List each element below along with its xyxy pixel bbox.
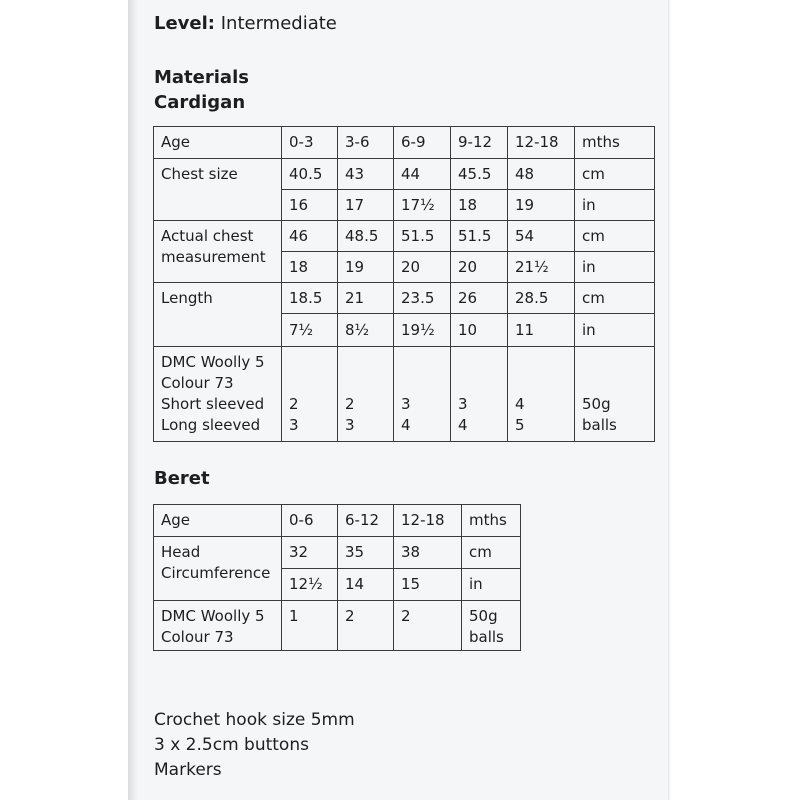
label-line: Long sleeved bbox=[161, 416, 261, 434]
yarn-cell: 2 bbox=[394, 601, 462, 651]
age-cell: 12-18 bbox=[394, 505, 462, 537]
value-cell: 43 bbox=[338, 159, 394, 190]
value-cell: 19 bbox=[508, 190, 575, 221]
long-sleeved-value: 5 bbox=[515, 416, 525, 434]
label-line: DMC Woolly 5 bbox=[161, 353, 265, 371]
unit-cell: cm bbox=[575, 159, 655, 190]
yarn-label bbox=[154, 347, 282, 442]
label-line: Actual chest bbox=[161, 227, 254, 245]
yarn-cell: 2 bbox=[338, 601, 394, 651]
unit-cell: cm bbox=[462, 537, 521, 569]
yarn-unit-line: 50g bbox=[582, 395, 611, 413]
level-label: Level: bbox=[154, 13, 215, 34]
value-cell: 48.5 bbox=[338, 221, 394, 252]
age-unit: mths bbox=[575, 127, 655, 159]
yarn-unit-cell bbox=[575, 347, 655, 442]
label-line: Short sleeved bbox=[161, 395, 265, 413]
page-edge bbox=[668, 0, 671, 800]
age-unit: mths bbox=[462, 505, 521, 537]
value-cell: 45.5 bbox=[451, 159, 508, 190]
table-row bbox=[154, 505, 521, 537]
yarn-cell bbox=[394, 347, 451, 442]
unit-cell: in bbox=[575, 314, 655, 347]
page-gutter-shadow bbox=[128, 0, 138, 800]
label-line: Head bbox=[161, 543, 201, 561]
value-cell: 16 bbox=[282, 190, 338, 221]
skill-level bbox=[154, 12, 337, 36]
value-cell: 26 bbox=[451, 283, 508, 314]
table-row bbox=[154, 127, 655, 159]
value-cell: 12½ bbox=[282, 569, 338, 601]
value-cell: 51.5 bbox=[394, 221, 451, 252]
value-cell: 51.5 bbox=[451, 221, 508, 252]
yarn-unit-line: balls bbox=[582, 416, 617, 434]
value-cell: 46 bbox=[282, 221, 338, 252]
yarn-cell bbox=[282, 347, 338, 442]
table-row bbox=[154, 347, 655, 442]
value-cell: 35 bbox=[338, 537, 394, 569]
yarn-cell bbox=[338, 347, 394, 442]
age-cell: 6-9 bbox=[394, 127, 451, 159]
supply-item: Markers bbox=[154, 760, 222, 780]
yarn-cell bbox=[451, 347, 508, 442]
value-cell: 18 bbox=[451, 190, 508, 221]
value-cell: 28.5 bbox=[508, 283, 575, 314]
length-label: Length bbox=[154, 283, 282, 347]
age-cell: 0-3 bbox=[282, 127, 338, 159]
value-cell: 20 bbox=[451, 252, 508, 283]
cardigan-heading: Cardigan bbox=[154, 92, 246, 113]
value-cell: 32 bbox=[282, 537, 338, 569]
value-cell: 10 bbox=[451, 314, 508, 347]
cardigan-size-table bbox=[153, 126, 655, 442]
long-sleeved-value: 4 bbox=[458, 416, 468, 434]
yarn-cell bbox=[508, 347, 575, 442]
short-sleeved-value: 4 bbox=[515, 395, 525, 413]
beret-heading: Beret bbox=[154, 468, 210, 489]
short-sleeved-value: 3 bbox=[458, 395, 468, 413]
head-circumference-label bbox=[154, 537, 282, 601]
age-cell: 9-12 bbox=[451, 127, 508, 159]
yarn-unit-line: balls bbox=[469, 628, 504, 646]
short-sleeved-value: 3 bbox=[401, 395, 411, 413]
age-label: Age bbox=[154, 505, 282, 537]
value-cell: 38 bbox=[394, 537, 462, 569]
label-line: measurement bbox=[161, 248, 266, 266]
beret-size-table bbox=[153, 504, 521, 651]
age-cell: 3-6 bbox=[338, 127, 394, 159]
value-cell: 19 bbox=[338, 252, 394, 283]
label-line: DMC Woolly 5 bbox=[161, 607, 265, 625]
unit-cell: in bbox=[462, 569, 521, 601]
short-sleeved-value: 2 bbox=[345, 395, 355, 413]
value-cell: 19½ bbox=[394, 314, 451, 347]
label-line: Circumference bbox=[161, 564, 271, 582]
value-cell: 17½ bbox=[394, 190, 451, 221]
materials-heading: Materials bbox=[154, 67, 249, 88]
supplies-list bbox=[154, 708, 355, 783]
chest-size-label: Chest size bbox=[154, 159, 282, 221]
value-cell: 15 bbox=[394, 569, 462, 601]
long-sleeved-value: 4 bbox=[401, 416, 411, 434]
value-cell: 14 bbox=[338, 569, 394, 601]
yarn-cell: 1 bbox=[282, 601, 338, 651]
value-cell: 48 bbox=[508, 159, 575, 190]
table-row bbox=[154, 283, 655, 314]
table-row bbox=[154, 601, 521, 651]
label-line: Colour 73 bbox=[161, 628, 234, 646]
long-sleeved-value: 3 bbox=[289, 416, 299, 434]
table-row bbox=[154, 537, 521, 569]
value-cell: 23.5 bbox=[394, 283, 451, 314]
yarn-unit-line: 50g bbox=[469, 607, 498, 625]
value-cell: 21 bbox=[338, 283, 394, 314]
yarn-label bbox=[154, 601, 282, 651]
age-cell: 6-12 bbox=[338, 505, 394, 537]
value-cell: 21½ bbox=[508, 252, 575, 283]
short-sleeved-value: 2 bbox=[289, 395, 299, 413]
table-row bbox=[154, 159, 655, 190]
unit-cell: in bbox=[575, 252, 655, 283]
value-cell: 17 bbox=[338, 190, 394, 221]
level-value: Intermediate bbox=[220, 13, 337, 34]
label-line: Colour 73 bbox=[161, 374, 234, 392]
long-sleeved-value: 3 bbox=[345, 416, 355, 434]
age-cell: 0-6 bbox=[282, 505, 338, 537]
value-cell: 18.5 bbox=[282, 283, 338, 314]
actual-chest-label bbox=[154, 221, 282, 283]
supply-item: 3 x 2.5cm buttons bbox=[154, 735, 309, 755]
unit-cell: cm bbox=[575, 221, 655, 252]
value-cell: 8½ bbox=[338, 314, 394, 347]
age-cell: 12-18 bbox=[508, 127, 575, 159]
value-cell: 44 bbox=[394, 159, 451, 190]
value-cell: 40.5 bbox=[282, 159, 338, 190]
value-cell: 7½ bbox=[282, 314, 338, 347]
supply-item: Crochet hook size 5mm bbox=[154, 710, 355, 730]
unit-cell: cm bbox=[575, 283, 655, 314]
age-label: Age bbox=[154, 127, 282, 159]
value-cell: 54 bbox=[508, 221, 575, 252]
yarn-unit-cell bbox=[462, 601, 521, 651]
unit-cell: in bbox=[575, 190, 655, 221]
value-cell: 20 bbox=[394, 252, 451, 283]
value-cell: 11 bbox=[508, 314, 575, 347]
value-cell: 18 bbox=[282, 252, 338, 283]
table-row bbox=[154, 221, 655, 252]
